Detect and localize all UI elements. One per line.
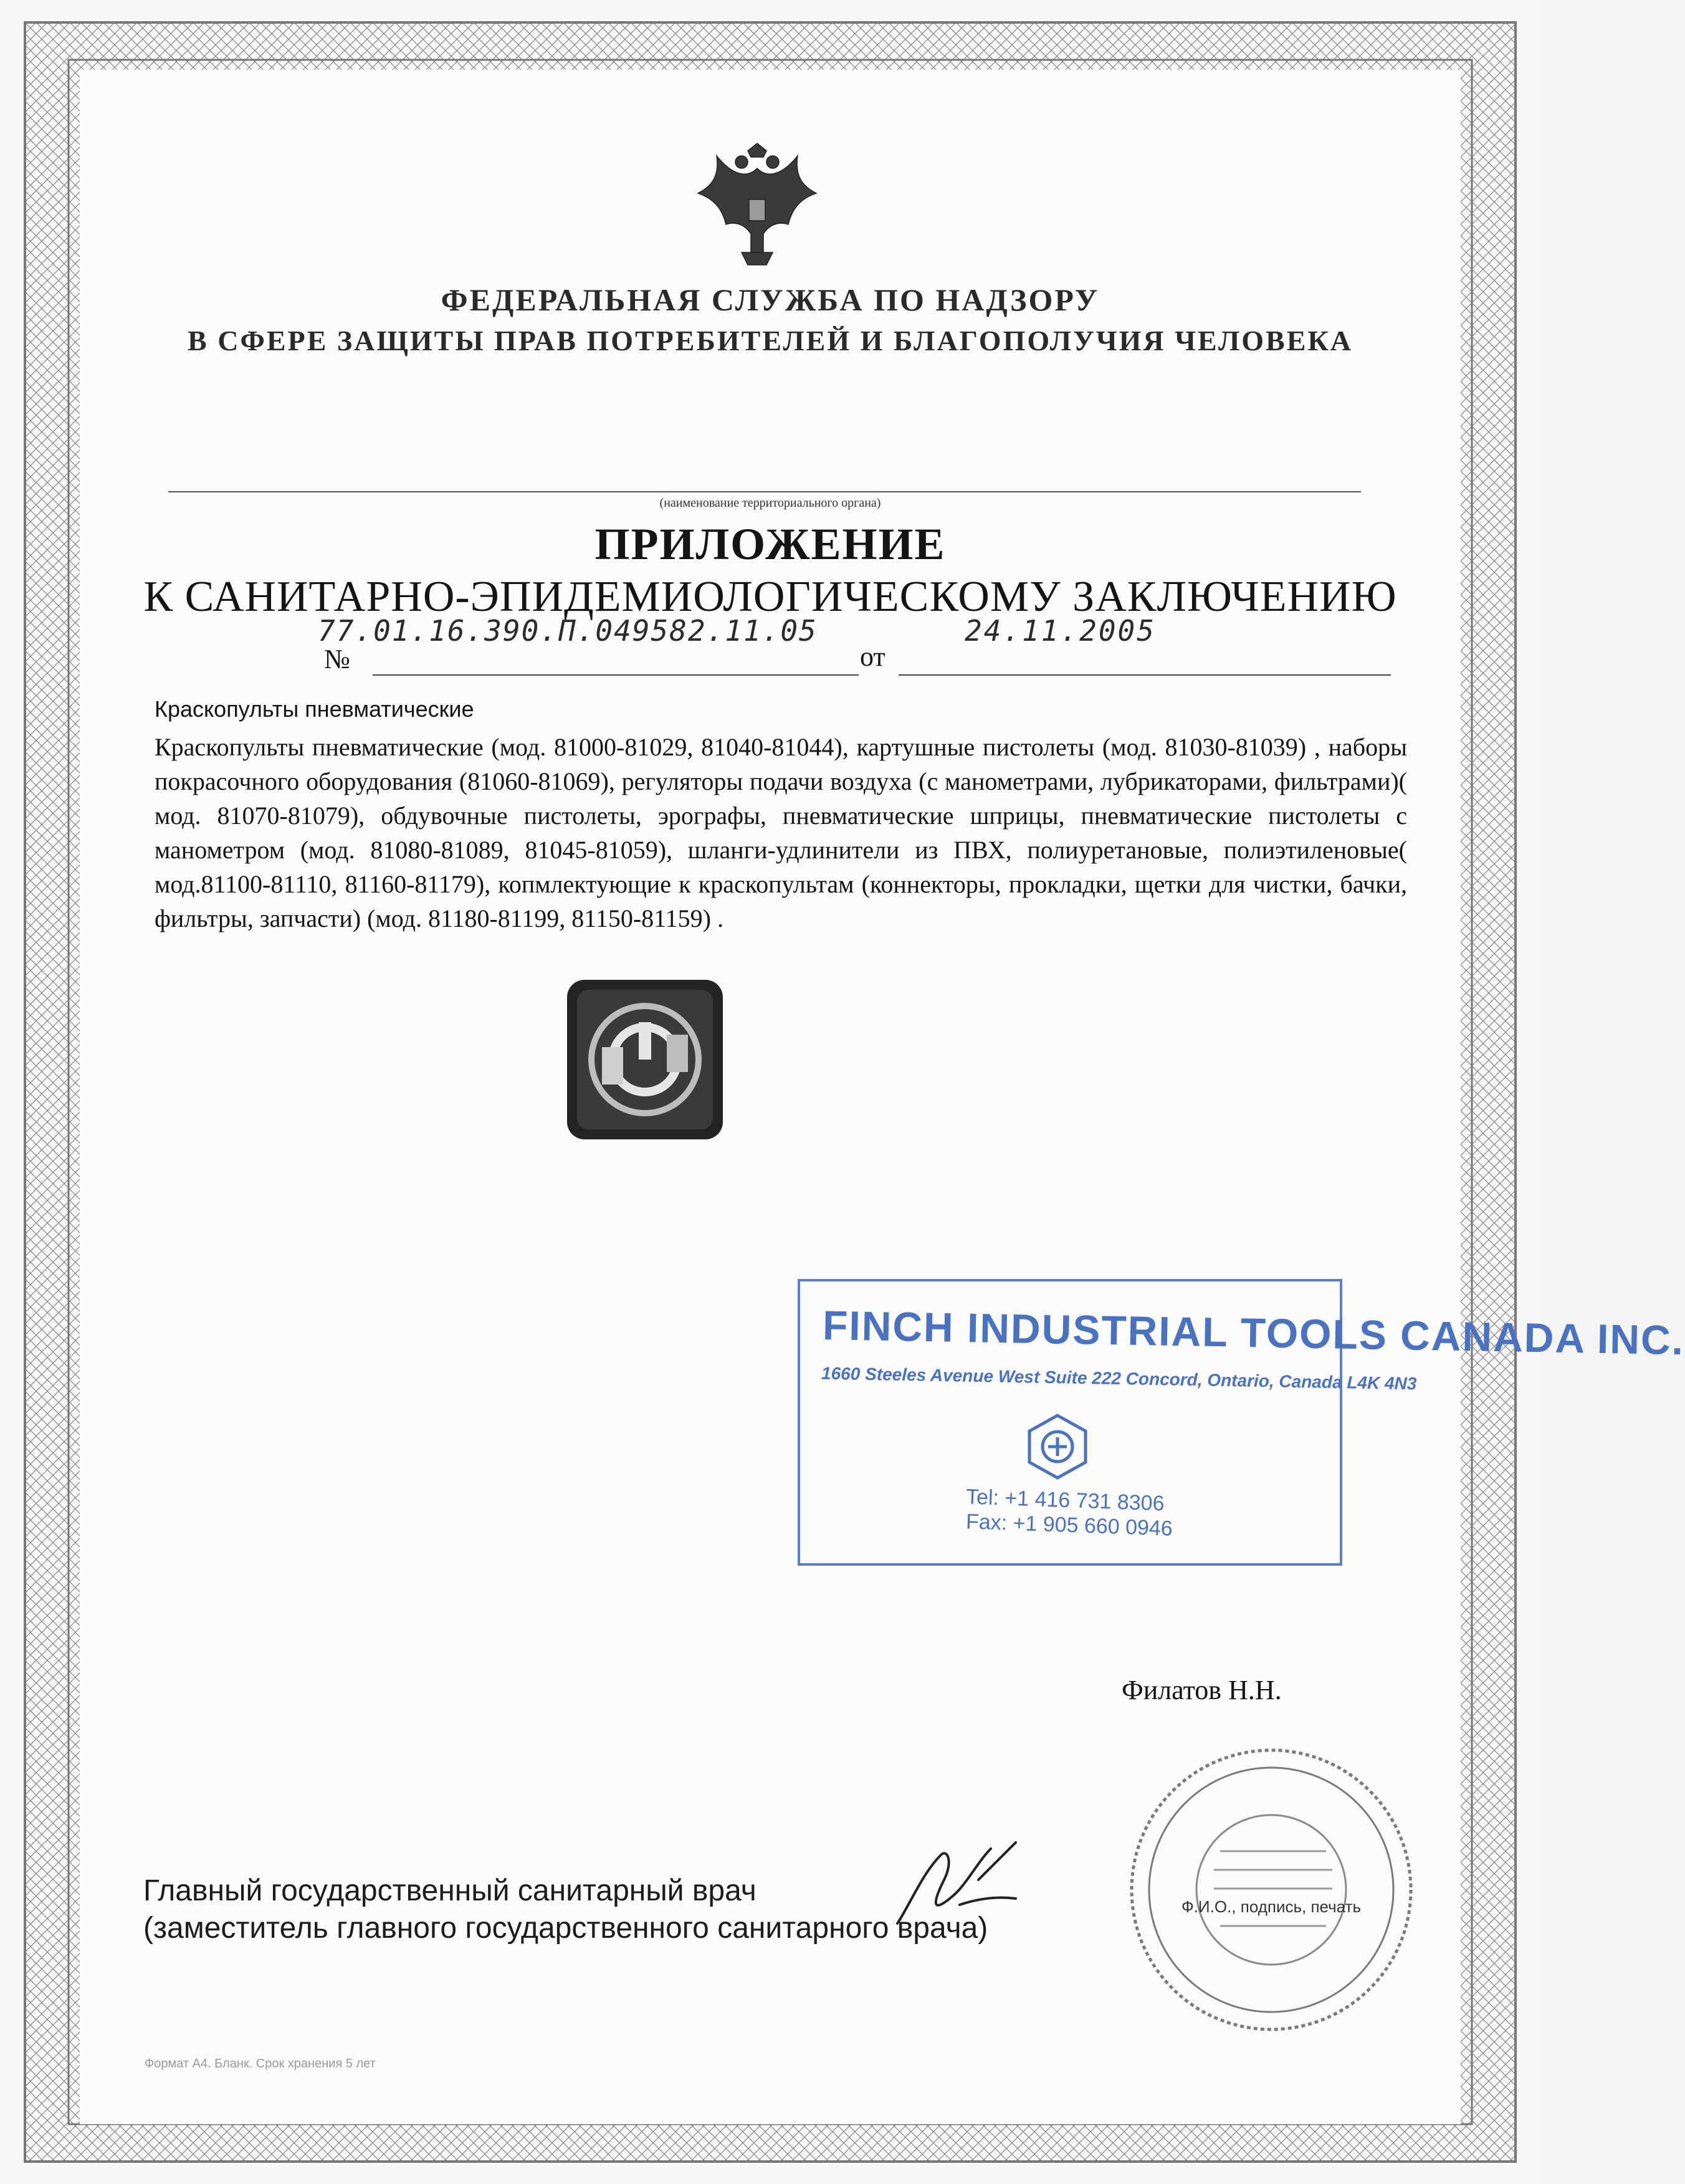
document-title: ПРИЛОЖЕНИЕ [594, 519, 946, 569]
product-description: Краскопульты пневматические (мод. 81000-81029, 81040-81044), картушные пистолеты (мод. 81030-81039) , наборы покрасочного оборудования (81060-81069), регуляторы подачи воздуха (с манометрами, лубрикаторами, фильтрами)( мод. 81070-81079), обдувочные пистолеты, эрографы, пневматические шприцы, пневматические пистолеты с манометром (мод. 81080-81089, 81045-81059), шланги-удлинители из ПВХ, полиуретановые, полиэтиленовые( мод.81100-81110, 81160-81179), копмлектующие к краскопультам (коннекторы, прокладки, щетки для чистки, бачки, фильтры, запчасти) (мод. 81180-81199, 81150-81159) . [155, 733, 1407, 932]
stamp-telephone: Tel: +1 416 731 8306 [965, 1485, 1165, 1516]
deputy-chief-doctor-title: (заместитель главного государственного санитарного врача) [143, 1912, 988, 1945]
hologram-sticker [565, 977, 725, 1142]
from-label: от [860, 641, 885, 672]
product-section [155, 692, 1407, 936]
seal-caption: Ф.И.О., подпись, печать [1181, 1897, 1362, 1916]
company-logo-icon [1023, 1412, 1092, 1481]
number-sign: № [324, 644, 350, 674]
document-subtitle: К САНИТАРНО-ЭПИДЕМИОЛОГИЧЕСКОМУ ЗАКЛЮЧЕНИЮ [143, 573, 1397, 621]
official-round-seal [1127, 1745, 1416, 2034]
stamp-address: 1660 Steeles Avenue West Suite 222 Concord, Ontario, Canada L4K 4N3 [821, 1363, 1417, 1394]
signatory-name: Филатов Н.Н. [1122, 1675, 1282, 1705]
stamp-company-name: FINCH INDUSTRIAL TOOLS CANADA INC. [822, 1301, 1685, 1364]
conclusion-number: 77.01.16.390.П.049582.11.05 [318, 614, 818, 648]
company-stamp [798, 1279, 1685, 1566]
number-underline [373, 674, 859, 676]
chief-doctor-title: Главный государственный санитарный врач [143, 1874, 757, 1907]
product-title: Краскопульты пневматические [155, 696, 474, 722]
form-footer-note: Формат А4. Бланк. Срок хранения 5 лет [145, 2057, 376, 2071]
conclusion-date: 24.11.2005 [965, 614, 1156, 648]
date-underline [899, 674, 1391, 676]
territorial-body-caption: (наименование территориального органа) [659, 496, 881, 510]
territorial-body-line [168, 491, 1361, 492]
agency-name-line1: ФЕДЕРАЛЬНАЯ СЛУЖБА ПО НАДЗОРУ [441, 282, 1100, 317]
stamp-fax: Fax: +1 905 660 0946 [965, 1510, 1173, 1541]
agency-name-line2: В СФЕРЕ ЗАЩИТЫ ПРАВ ПОТРЕБИТЕЛЕЙ И БЛАГОПОЛУЧИЯ ЧЕЛОВЕКА [188, 325, 1353, 357]
double-headed-eagle-emblem [692, 143, 823, 268]
